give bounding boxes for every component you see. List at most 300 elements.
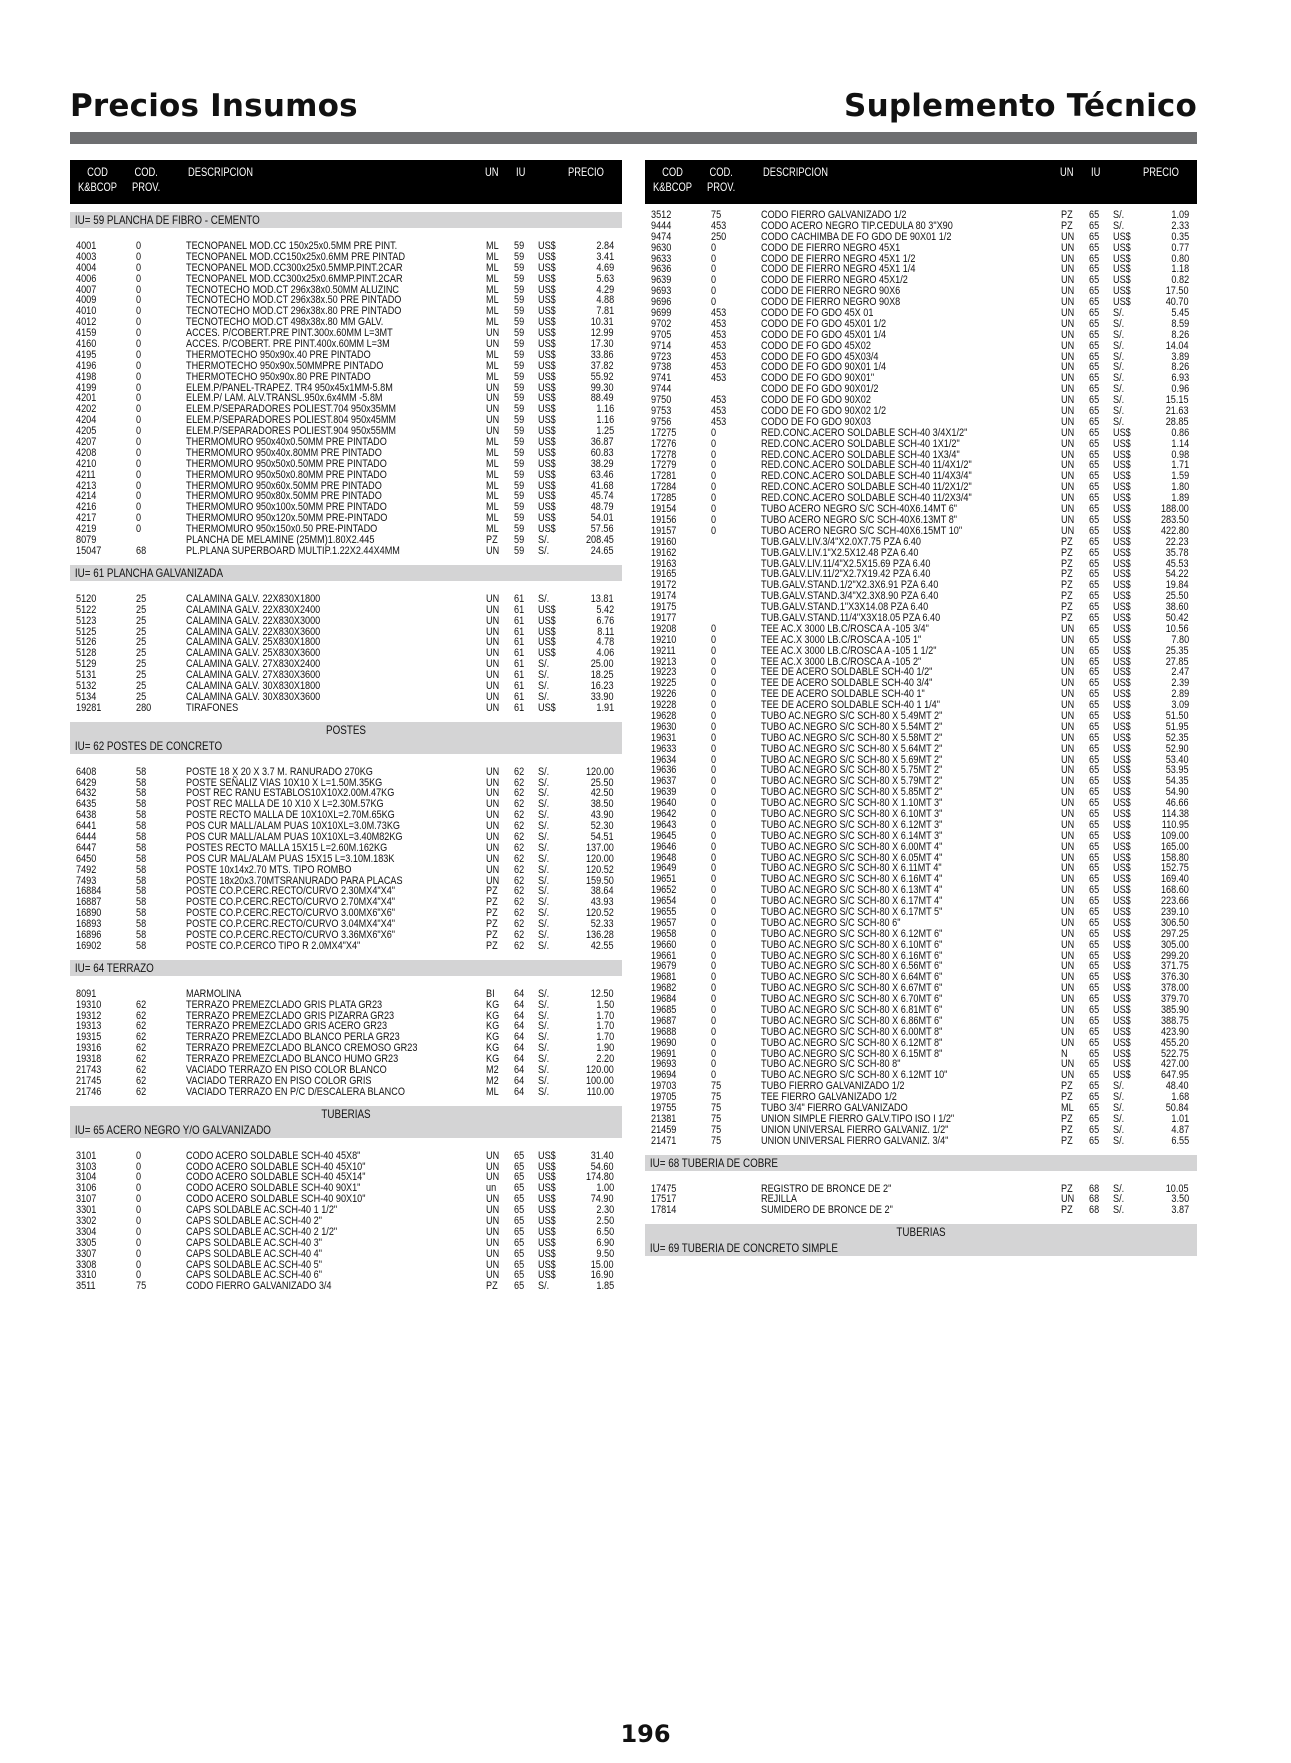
- cell-currency: US$: [1113, 546, 1131, 559]
- cell-description: TUBO AC.NEGRO S/C SCH-80 X 5.75MT 2": [761, 764, 943, 777]
- section-label: IU= 59 PLANCHA DE FIBRO - CEMENTO: [74, 213, 260, 227]
- cell-description: TERRAZO PREMEZCLADO BLANCO CREMOSO GR23: [186, 1042, 418, 1055]
- cell-currency: US$: [1113, 644, 1131, 657]
- cell-description: POSTE CO.P.CERC.RECTO/CURVO 3.00MX6"X6": [186, 907, 396, 920]
- cell-code: 3101: [76, 1149, 97, 1162]
- cell-iu: 65: [1089, 840, 1100, 853]
- cell-iu: 65: [1089, 415, 1100, 428]
- cell-provider-code: 58: [136, 787, 147, 800]
- cell-price: 1.89: [1171, 492, 1189, 505]
- cell-code: 4208: [76, 446, 97, 459]
- cell-price: 60.83: [591, 446, 614, 459]
- section: [70, 722, 622, 952]
- cell-price: 5.42: [596, 603, 614, 616]
- cell-provider-code: 0: [136, 327, 142, 340]
- cell-price: 7.80: [1171, 633, 1189, 646]
- cell-description: CODO ACERO SOLDABLE SCH-40 45X10": [186, 1160, 366, 1173]
- cell-price: 54.90: [1166, 786, 1189, 799]
- cell-unit: UN: [486, 1204, 500, 1217]
- cell-description: REGISTRO DE BRONCE DE 2": [761, 1182, 892, 1195]
- cell-code: 4201: [76, 392, 97, 405]
- cell-currency: S/.: [538, 820, 550, 833]
- cell-currency: US$: [538, 1193, 556, 1206]
- cell-price: 53.95: [1166, 764, 1189, 777]
- cell-code: 4010: [76, 305, 97, 318]
- cell-description: CALAMINA GALV. 30X830X3600: [186, 690, 321, 703]
- cell-iu: 65: [1089, 677, 1100, 690]
- cell-price: 165.00: [1161, 840, 1189, 853]
- cell-price: 110.95: [1161, 818, 1189, 831]
- cell-code: 3307: [76, 1247, 97, 1260]
- cell-unit: PZ: [486, 918, 498, 931]
- cell-iu: 62: [514, 939, 525, 952]
- cell-code: 17517: [651, 1193, 677, 1206]
- cell-provider-code: 0: [711, 786, 717, 799]
- cell-description: RED.CONC.ACERO SOLDABLE SCH-40 1X1/2": [761, 437, 960, 450]
- cell-provider-code: 0: [136, 392, 142, 405]
- cell-price: 455.20: [1161, 1036, 1189, 1049]
- cell-price: 2.33: [1171, 219, 1189, 232]
- cell-iu: 65: [1089, 263, 1100, 276]
- cell-currency: S/.: [1113, 307, 1125, 320]
- cell-provider-code: 0: [711, 677, 717, 690]
- cell-description: TUBO 3/4" FIERRO GALVANIZADO: [761, 1102, 908, 1115]
- cell-iu: 59: [514, 283, 525, 296]
- cell-provider-code: 0: [136, 479, 142, 492]
- cell-provider-code: 0: [136, 272, 142, 285]
- cell-price: 46.66: [1166, 797, 1189, 810]
- cell-provider-code: 0: [136, 1182, 142, 1195]
- cell-price: 5.63: [596, 272, 614, 285]
- cell-price: 25.50: [1166, 590, 1189, 603]
- cell-provider-code: 0: [136, 1247, 142, 1260]
- cell-iu: 65: [1089, 394, 1100, 407]
- cell-provider-code: 0: [136, 1171, 142, 1184]
- cell-iu: 68: [1089, 1182, 1100, 1195]
- cell-description: REJILLA: [761, 1193, 797, 1206]
- cell-currency: US$: [1113, 1047, 1131, 1060]
- cell-provider-code: 0: [711, 241, 717, 254]
- cell-description: CALAMINA GALV. 25X830X3600: [186, 647, 321, 660]
- cell-unit: UN: [486, 841, 500, 854]
- cell-provider-code: 0: [136, 1225, 142, 1238]
- cell-price: 137.00: [586, 841, 614, 854]
- cell-iu: 59: [514, 414, 525, 427]
- cell-code: 9630: [651, 241, 672, 254]
- cell-description: TUBO AC.NEGRO S/C SCH-80 X 6.12MT 6": [761, 927, 943, 940]
- cell-iu: 65: [1089, 513, 1100, 526]
- cell-iu: 65: [1089, 709, 1100, 722]
- cell-unit: ML: [486, 348, 499, 361]
- cell-provider-code: 58: [136, 874, 147, 887]
- cell-currency: S/.: [538, 863, 550, 876]
- cell-code: 4204: [76, 414, 97, 427]
- cell-code: 6444: [76, 830, 97, 843]
- cell-price: 35.78: [1166, 546, 1189, 559]
- cell-price: 38.29: [591, 457, 614, 470]
- cell-code: 19318: [76, 1053, 102, 1066]
- cell-iu: 59: [514, 370, 525, 383]
- cell-description: TUBO AC.NEGRO S/C SCH-80 X 6.13MT 4": [761, 884, 943, 897]
- cell-provider-code: 68: [136, 544, 147, 557]
- cell-currency: S/.: [538, 918, 550, 931]
- cell-unit: UN: [1061, 361, 1075, 374]
- cell-currency: S/.: [1113, 1193, 1125, 1206]
- cell-unit: UN: [1061, 296, 1075, 309]
- cell-price: 25.50: [591, 776, 614, 789]
- cell-currency: US$: [1113, 949, 1131, 962]
- cell-unit: ML: [486, 1085, 499, 1098]
- cell-currency: US$: [1113, 731, 1131, 744]
- cell-iu: 65: [1089, 873, 1100, 886]
- cell-price: 0.86: [1171, 426, 1189, 439]
- cell-unit: UN: [1061, 960, 1075, 973]
- cell-provider-code: 453: [711, 219, 727, 232]
- cell-unit: ML: [486, 501, 499, 514]
- cell-unit: PZ: [1061, 579, 1073, 592]
- cell-code: 19210: [651, 633, 677, 646]
- cell-iu: 65: [514, 1247, 525, 1260]
- cell-provider-code: 453: [711, 307, 727, 320]
- cell-code: 7492: [76, 863, 97, 876]
- cell-unit: UN: [1061, 807, 1075, 820]
- cell-description: THERMOTECHO 950x90x.50MMPRE PINTADO: [186, 359, 384, 372]
- cell-code: 19657: [651, 916, 677, 929]
- cell-code: 9693: [651, 285, 672, 298]
- cell-code: 19660: [651, 938, 677, 951]
- cell-unit: UN: [486, 1258, 500, 1271]
- cell-price: 14.04: [1166, 339, 1189, 352]
- cell-unit: UN: [1061, 906, 1075, 918]
- cell-currency: US$: [538, 327, 556, 340]
- cell-description: POSTE CO.P.CERC.RECTO/CURVO 2.70MX4"X4": [186, 896, 396, 909]
- cell-provider-code: 25: [136, 669, 147, 682]
- cell-code: 17285: [651, 492, 677, 505]
- cell-description: RED.CONC.ACERO SOLDABLE SCH-40 3/4X1/2": [761, 426, 968, 439]
- cell-code: 6441: [76, 820, 97, 833]
- cell-code: 19648: [651, 851, 677, 864]
- cell-price: 3.87: [1171, 1204, 1189, 1217]
- cell-iu: 65: [1089, 252, 1100, 265]
- cell-unit: UN: [486, 820, 500, 833]
- cell-currency: S/.: [1113, 328, 1125, 341]
- cell-code: 4216: [76, 501, 97, 514]
- cell-price: 41.68: [591, 479, 614, 492]
- cell-currency: US$: [1113, 720, 1131, 733]
- cell-description: TUBO AC.NEGRO S/C SCH-80 X 6.64MT 6": [761, 971, 943, 984]
- cell-code: 19157: [651, 524, 677, 537]
- cell-provider-code: 0: [136, 359, 142, 372]
- section-label: IU= 61 PLANCHA GALVANIZADA: [74, 565, 224, 580]
- cell-price: 4.69: [596, 261, 614, 274]
- cell-price: 52.33: [591, 918, 614, 931]
- cell-provider-code: 0: [136, 523, 142, 536]
- cell-code: 19645: [651, 829, 677, 842]
- cell-unit: UN: [486, 592, 500, 605]
- cell-iu: 65: [514, 1236, 525, 1249]
- cell-description: POS CUR MAL/ALAM PUAS 15X15 L=3.10M.183K: [186, 852, 395, 865]
- cell-currency: US$: [538, 403, 556, 416]
- cell-currency: US$: [538, 1247, 556, 1260]
- cell-iu: 61: [514, 658, 525, 671]
- cell-code: 19281: [76, 701, 102, 714]
- cell-provider-code: 0: [136, 338, 142, 351]
- section-band: [645, 1224, 1197, 1256]
- cell-iu: 65: [1089, 1123, 1100, 1136]
- cell-description: THERMOMURO 950x150x0.50 PRE-PINTADO: [186, 523, 378, 536]
- cell-provider-code: 0: [711, 252, 717, 265]
- cell-currency: S/.: [538, 874, 550, 887]
- cell-unit: KG: [486, 1009, 500, 1022]
- cell-unit: UN: [1061, 851, 1075, 864]
- cell-iu: 65: [1089, 470, 1100, 483]
- cell-provider-code: 62: [136, 1064, 147, 1076]
- cell-code: 19642: [651, 807, 677, 820]
- header-iu: IU: [1091, 165, 1101, 179]
- cell-unit: KG: [486, 1031, 500, 1044]
- cell-iu: 59: [514, 512, 525, 525]
- cell-iu: 61: [514, 603, 525, 616]
- cell-iu: 65: [1089, 546, 1100, 559]
- cell-code: 19174: [651, 590, 677, 603]
- cell-provider-code: 0: [711, 949, 717, 962]
- cell-code: 19163: [651, 557, 677, 570]
- cell-iu: 65: [514, 1171, 525, 1184]
- cell-code: 5134: [76, 690, 97, 703]
- cell-provider-code: 0: [711, 459, 717, 472]
- cell-description: VACIADO TERRAZO EN PISO COLOR GRIS: [186, 1074, 372, 1087]
- cell-provider-code: 0: [136, 512, 142, 525]
- cell-code: 9738: [651, 361, 672, 374]
- cell-description: POSTE CO.P.CERC.RECTO/CURVO 3.04MX4"X4": [186, 918, 396, 931]
- cell-provider-code: 62: [136, 1074, 147, 1087]
- cell-unit: ML: [486, 316, 499, 329]
- cell-iu: 61: [514, 647, 525, 660]
- cell-price: 1.70: [596, 1009, 614, 1022]
- cell-currency: US$: [1113, 1069, 1131, 1082]
- cell-code: 19649: [651, 862, 677, 875]
- cell-description: THERMOMURO 950x120x.50MM PRE-PINTADO: [186, 512, 388, 525]
- cell-code: 4007: [76, 283, 97, 296]
- cell-unit: UN: [1061, 938, 1075, 951]
- cell-code: 19643: [651, 818, 677, 831]
- cell-iu: 65: [1089, 601, 1100, 614]
- cell-iu: 64: [514, 1020, 525, 1033]
- cell-provider-code: 0: [136, 294, 142, 307]
- cell-description: CALAMINA GALV. 22X830X2400: [186, 603, 321, 616]
- cell-unit: UN: [1061, 622, 1075, 635]
- cell-unit: ML: [486, 490, 499, 503]
- cell-description: CODO DE FO GDO 90X01/2: [761, 383, 879, 396]
- cell-code: 19755: [651, 1102, 677, 1115]
- cell-price: 1.00: [596, 1182, 614, 1195]
- cell-provider-code: 0: [711, 884, 717, 897]
- cell-provider-code: 62: [136, 1085, 147, 1098]
- cell-iu: 59: [514, 240, 525, 252]
- cell-provider-code: 0: [136, 1204, 142, 1217]
- cell-iu: 59: [514, 457, 525, 470]
- cell-currency: US$: [538, 261, 556, 274]
- cell-unit: UN: [1061, 786, 1075, 799]
- cell-iu: 65: [1089, 633, 1100, 646]
- cell-price: 1.90: [596, 1042, 614, 1055]
- cell-provider-code: 0: [711, 513, 717, 526]
- cell-code: 9753: [651, 405, 672, 418]
- cell-unit: UN: [486, 1225, 500, 1238]
- cell-code: 19223: [651, 666, 677, 679]
- cell-description: CODO FIERRO GALVANIZADO 1/2: [761, 209, 907, 221]
- cell-iu: 65: [1089, 426, 1100, 439]
- cell-price: 3.41: [596, 250, 614, 263]
- cell-currency: US$: [538, 523, 556, 536]
- cell-iu: 59: [514, 446, 525, 459]
- cell-iu: 65: [1089, 285, 1100, 298]
- cell-code: 5120: [76, 592, 97, 605]
- cell-unit: UN: [486, 1193, 500, 1206]
- section-label: IU= 69 TUBERIA DE CONCRETO SIMPLE: [649, 1241, 838, 1256]
- cell-price: 0.98: [1171, 448, 1189, 461]
- cell-price: 152.75: [1161, 862, 1189, 875]
- cell-currency: US$: [538, 1149, 556, 1162]
- cell-iu: 65: [1089, 339, 1100, 352]
- cell-code: 17284: [651, 481, 677, 494]
- cell-currency: US$: [538, 436, 556, 449]
- cell-unit: UN: [1061, 731, 1075, 744]
- cell-unit: UN: [1061, 666, 1075, 679]
- cell-unit: KG: [486, 1020, 500, 1033]
- cell-price: 0.77: [1171, 241, 1189, 254]
- cell-price: 36.87: [591, 436, 614, 449]
- cell-description: TUBO AC.NEGRO S/C SCH-80 X 6.10MT 6": [761, 938, 943, 951]
- cell-price: 174.80: [586, 1171, 614, 1184]
- cell-price: 74.90: [591, 1193, 614, 1206]
- cell-description: TUBO AC.NEGRO S/C SCH-80 X 5.54MT 2": [761, 720, 943, 733]
- cell-currency: S/.: [538, 679, 550, 692]
- cell-currency: US$: [538, 1258, 556, 1271]
- cell-description: CODO DE FIERRO NEGRO 90X8: [761, 296, 901, 309]
- cell-currency: S/.: [538, 592, 550, 605]
- cell-currency: US$: [538, 381, 556, 394]
- section-band: [70, 722, 622, 754]
- cell-description: TEE AC.X 3000 LB.C/ROSCA A -105 1": [761, 633, 922, 646]
- cell-unit: UN: [1061, 949, 1075, 962]
- cell-description: TERRAZO PREMEZCLADO BLANCO HUMO GR23: [186, 1053, 399, 1066]
- cell-description: TIRAFONES: [186, 701, 239, 714]
- cell-currency: US$: [1113, 285, 1131, 298]
- cell-iu: 65: [514, 1160, 525, 1173]
- table-header: [645, 160, 1197, 204]
- cell-unit: UN: [1061, 470, 1075, 483]
- cell-code: 19628: [651, 709, 677, 722]
- cell-currency: S/.: [1113, 350, 1125, 363]
- cell-description: TUB.GALV.LIV.3/4"X2.0X7.75 PZA 6.40: [761, 535, 921, 548]
- cell-iu: 62: [514, 863, 525, 876]
- cell-currency: US$: [538, 240, 556, 252]
- cell-code: 19688: [651, 1025, 677, 1038]
- cell-currency: US$: [538, 625, 556, 638]
- cell-code: 9705: [651, 328, 672, 341]
- cell-currency: S/.: [1113, 317, 1125, 330]
- cell-provider-code: 0: [711, 818, 717, 831]
- cell-price: 33.86: [591, 348, 614, 361]
- cell-currency: US$: [538, 468, 556, 481]
- cell-unit: UN: [486, 863, 500, 876]
- cell-description: TUBO AC.NEGRO S/C SCH-80 X 5.69MT 2": [761, 753, 943, 766]
- cell-iu: 65: [1089, 524, 1100, 537]
- cell-iu: 65: [1089, 372, 1100, 385]
- cell-currency: US$: [1113, 557, 1131, 570]
- cell-iu: 64: [514, 1042, 525, 1055]
- cell-unit: UN: [486, 809, 500, 822]
- cell-currency: US$: [538, 701, 556, 714]
- cell-iu: 65: [1089, 666, 1100, 679]
- cell-provider-code: 0: [711, 524, 717, 537]
- cell-unit: PZ: [486, 534, 498, 547]
- cell-iu: 65: [1089, 906, 1100, 918]
- cell-currency: US$: [1113, 982, 1131, 995]
- cell-currency: S/.: [538, 1053, 550, 1066]
- cell-iu: 59: [514, 261, 525, 274]
- header-prov: COD. PROV.: [707, 165, 736, 194]
- cell-code: 16893: [76, 918, 102, 931]
- cell-currency: S/.: [538, 1074, 550, 1087]
- cell-iu: 65: [514, 1149, 525, 1162]
- cell-iu: 65: [1089, 927, 1100, 940]
- cell-description: UNION SIMPLE FIERRO GALV.TIPO ISO I 1/2": [761, 1112, 955, 1125]
- cell-description: TERRAZO PREMEZCLADO GRIS PLATA GR23: [186, 998, 383, 1011]
- cell-iu: 59: [514, 381, 525, 394]
- cell-provider-code: 0: [711, 285, 717, 298]
- cell-description: POSTE SEÑALIZ VIAS 10X10 X L=1.50M.35KG: [186, 776, 383, 789]
- cell-price: 1.14: [1171, 437, 1189, 450]
- cell-code: 3302: [76, 1215, 97, 1228]
- cell-code: 9639: [651, 274, 672, 287]
- cell-currency: US$: [1113, 775, 1131, 788]
- cell-code: 3103: [76, 1160, 97, 1173]
- cell-price: 1.59: [1171, 470, 1189, 483]
- cell-code: 19156: [651, 513, 677, 526]
- cell-description: CALAMINA GALV. 30X830X1800: [186, 679, 321, 692]
- cell-provider-code: 453: [711, 372, 727, 385]
- cell-provider-code: 58: [136, 885, 147, 898]
- cell-currency: US$: [538, 647, 556, 660]
- cell-unit: UN: [1061, 241, 1075, 254]
- cell-description: TUBO AC.NEGRO S/C SCH-80 X 5.58MT 2": [761, 731, 943, 744]
- cell-price: 159.50: [586, 874, 614, 887]
- cell-description: TECNOPANEL MOD.CC150x25x0.6MM PRE PINTAD: [186, 250, 406, 263]
- cell-iu: 65: [1089, 688, 1100, 701]
- cell-iu: 65: [1089, 818, 1100, 831]
- cell-code: 21746: [76, 1085, 102, 1098]
- cell-iu: 65: [1089, 655, 1100, 668]
- cell-currency: S/.: [538, 658, 550, 671]
- cell-price: 2.30: [596, 1204, 614, 1217]
- cell-unit: UN: [1061, 688, 1075, 701]
- cell-currency: US$: [538, 636, 556, 649]
- cell-unit: UN: [486, 874, 500, 887]
- section-band: [70, 565, 622, 581]
- cell-code: 5125: [76, 625, 97, 638]
- cell-provider-code: 25: [136, 647, 147, 660]
- cell-provider-code: 0: [136, 457, 142, 470]
- cell-unit: UN: [486, 327, 500, 340]
- cell-description: CODO ACERO SOLDABLE SCH-40 90X10": [186, 1193, 366, 1206]
- cell-description: CALAMINA GALV. 27X830X3600: [186, 669, 321, 682]
- cell-currency: US$: [1113, 895, 1131, 908]
- cell-description: PL.PLANA SUPERBOARD MULTIP.1.22X2.44X4MM: [186, 544, 400, 557]
- cell-currency: US$: [1113, 633, 1131, 646]
- cell-price: 1.50: [596, 998, 614, 1011]
